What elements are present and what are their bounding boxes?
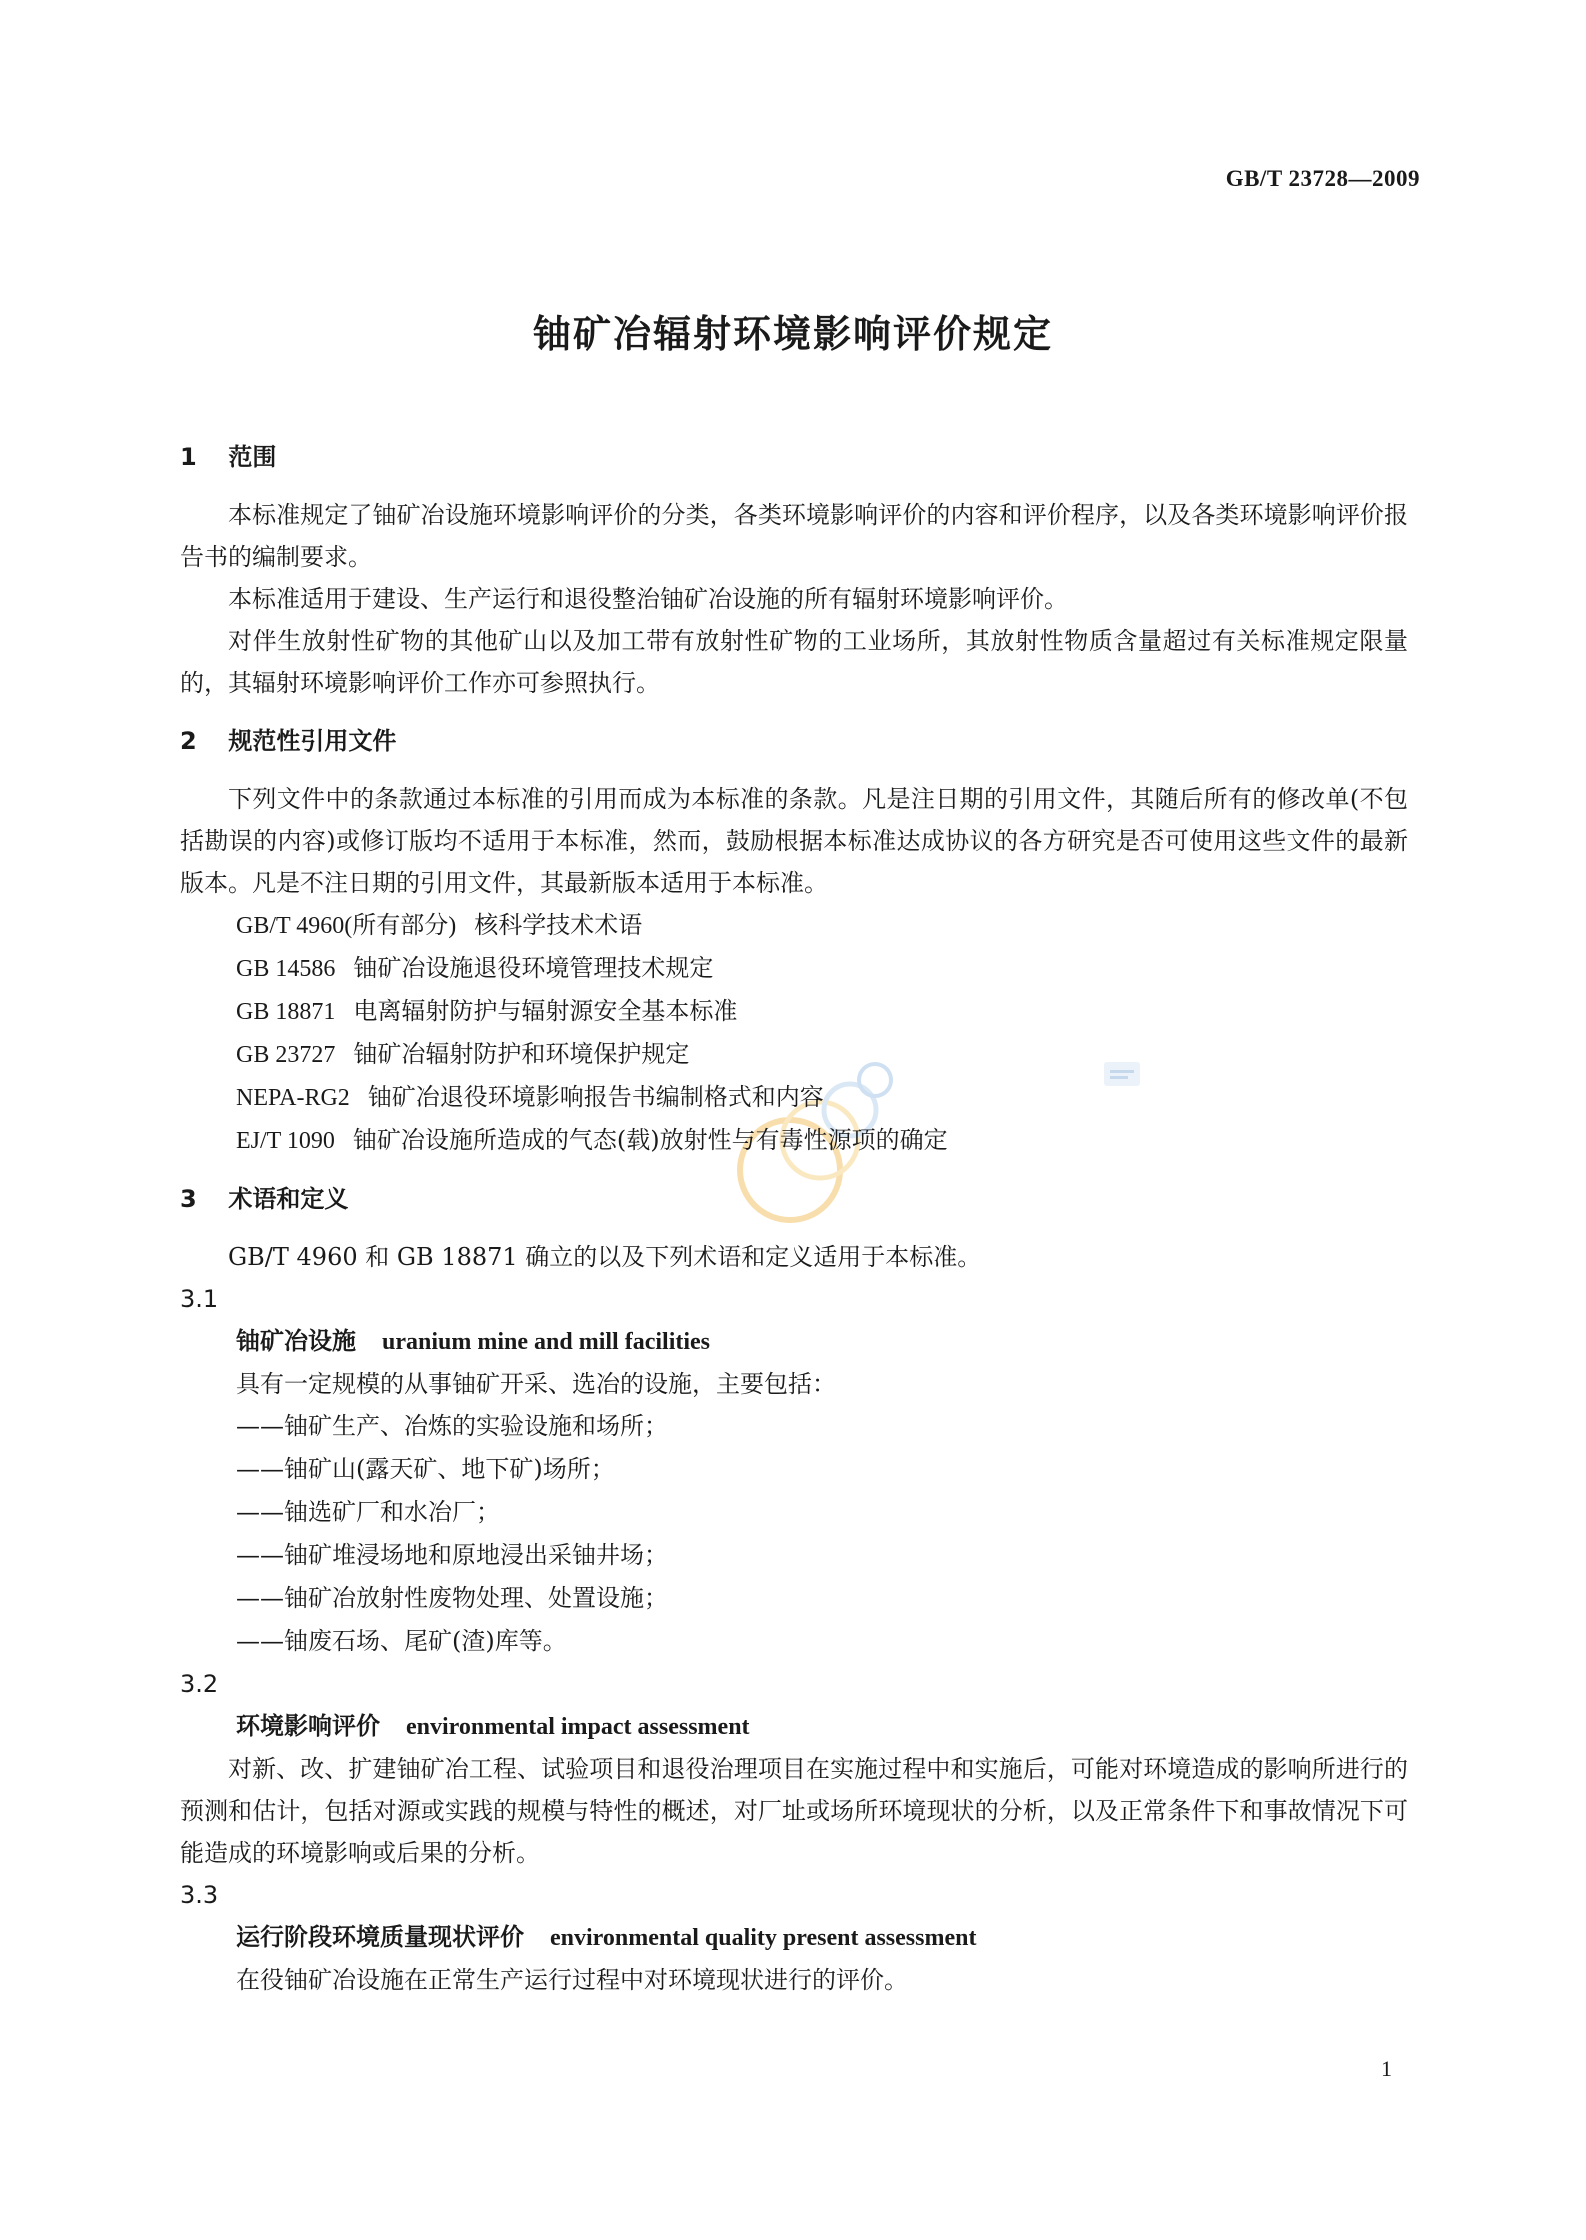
section-2-intro: 下列文件中的条款通过本标准的引用而成为本标准的条款。凡是注日期的引用文件，其随后所有的修改单(不包括勘误的内容)或修订版均不适用于本标准，然而，鼓励根据本标准达成协议的各方研究是否可使用这些文件的最新版本。凡是不注日期的引用文件，其最新版本适用于本标准。 (180, 785, 1408, 897)
section-1-paragraph: 本标准适用于建设、生产运行和退役整治铀矿冶设施的所有辐射环境影响评价。 (228, 585, 1068, 613)
list-item: ——铀废石场、尾矿(渣)库等。 (236, 1627, 567, 1655)
list-item: ——铀矿生产、冶炼的实验设施和场所； (236, 1412, 668, 1440)
document-body (180, 436, 1408, 2001)
term-number: 3.3 (180, 1881, 219, 1909)
section-3-intro: GB/T 4960 和 GB 18871 确立的以及下列术语和定义适用于本标准。 (228, 1243, 982, 1271)
reference-item: GB/T 4960(所有部分) 核科学技术术语 (236, 911, 643, 939)
reference-item: NEPA-RG2 铀矿冶退役环境影响报告书编制格式和内容 (236, 1083, 824, 1111)
reference-item: GB 14586 铀矿冶设施退役环境管理技术规定 (236, 954, 714, 982)
term-name: 运行阶段环境质量现状评价 environmental quality present assessment (236, 1923, 977, 1951)
list-item: ——铀选矿厂和水冶厂； (236, 1498, 500, 1526)
page-number: 1 (1381, 2056, 1392, 2081)
list-item: ——铀矿堆浸场地和原地浸出采铀井场； (236, 1541, 668, 1569)
reference-item: EJ/T 1090 铀矿冶设施所造成的气态(载)放射性与有毒性源项的确定 (236, 1126, 948, 1154)
term-definition: 具有一定规模的从事铀矿开采、选冶的设施，主要包括： (236, 1370, 836, 1398)
list-item: ——铀矿山(露天矿、地下矿)场所； (236, 1455, 615, 1483)
section-1-paragraph: 对伴生放射性矿物的其他矿山以及加工带有放射性矿物的工业场所，其放射性物质含量超过有关标准规定限量的，其辐射环境影响评价工作亦可参照执行。 (180, 627, 1408, 697)
section-1-paragraph: 本标准规定了铀矿冶设施环境影响评价的分类，各类环境影响评价的内容和评价程序，以及各类环境影响评价报告书的编制要求。 (180, 501, 1408, 571)
section-heading-1: 1 范围 (180, 443, 277, 471)
section-heading-2: 2 规范性引用文件 (180, 727, 397, 755)
reference-item: GB 23727 铀矿冶辐射防护和环境保护规定 (236, 1040, 690, 1068)
term-name: 铀矿冶设施 uranium mine and mill facilities (236, 1327, 711, 1355)
standard-code: GB/T 23728—2009 (1225, 166, 1420, 191)
term-definition: 对新、改、扩建铀矿冶工程、试验项目和退役治理项目在实施过程中和实施后，可能对环境造成的影响所进行的预测和估计，包括对源或实践的规模与特性的概述，对厂址或场所环境现状的分析，以及正常条件下和事故情况下可能造成的环境影响或后果的分析。 (180, 1755, 1408, 1867)
list-item: ——铀矿冶放射性废物处理、处置设施； (236, 1584, 668, 1612)
document-title: 铀矿冶辐射环境影响评价规定 (532, 312, 1053, 356)
reference-item: GB 18871 电离辐射防护与辐射源安全基本标准 (236, 997, 738, 1025)
term-number: 3.2 (180, 1670, 219, 1698)
term-number: 3.1 (180, 1285, 219, 1313)
term-definition: 在役铀矿冶设施在正常生产运行过程中对环境现状进行的评价。 (236, 1966, 908, 1994)
term-name: 环境影响评价 environmental impact assessment (236, 1712, 750, 1740)
section-heading-3: 3 术语和定义 (180, 1185, 349, 1213)
